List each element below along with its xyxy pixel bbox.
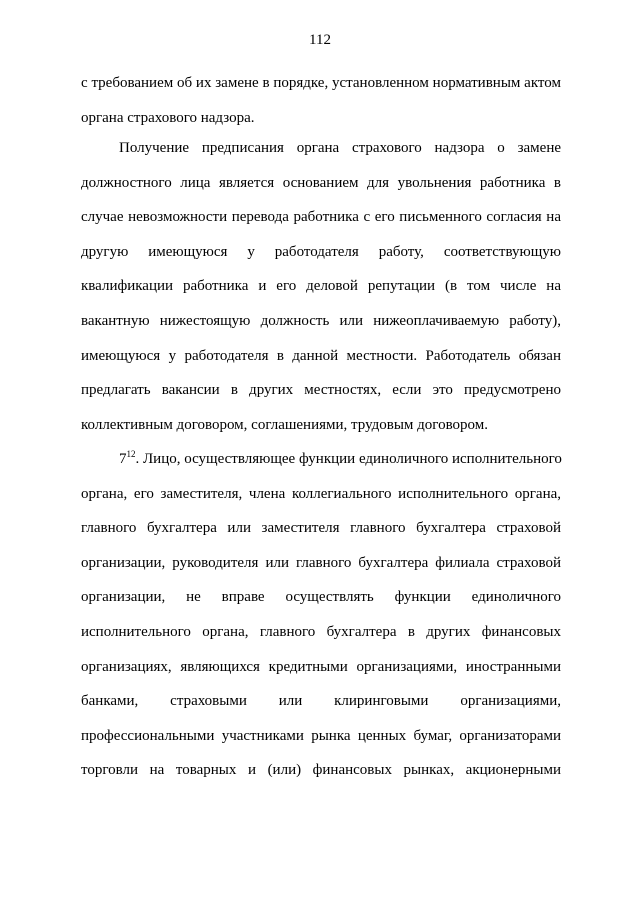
text-line: органа страхового надзора.: [81, 109, 255, 126]
text-line: Получение предписания органа страхового надзора о замене: [119, 140, 561, 156]
text-line: другую имеющуюся у работодателя работу, соответствующую: [81, 243, 561, 260]
text-line: организации, руководителя или главного бухгалтера филиала страховой: [81, 554, 561, 571]
text-line: [81, 442, 561, 477]
text-line: вакантную нижестоящую должность или нижеоплачиваемую работу),: [81, 312, 561, 329]
item-superscript: 12: [126, 449, 136, 459]
text-line: организации, не вправе осуществлять функции единоличного: [81, 589, 561, 606]
paragraph-item-7-12: [81, 442, 561, 788]
item-number: 7: [119, 451, 127, 467]
text-line: коллективным договором, соглашениями, трудовым договором.: [81, 416, 489, 433]
item-first-line-text: . Лицо, осуществляющее функции единоличного исполнительного: [135, 451, 562, 467]
text-line: исполнительного органа, главного бухгалтера в других финансовых: [81, 623, 561, 640]
text-line: случае невозможности перевода работника с его письменного согласия на: [81, 209, 561, 226]
text-line: торговли на товарных и (или) финансовых рынках, акционерными: [81, 762, 561, 779]
paragraph-continuation: [81, 66, 561, 135]
page-number: 112: [309, 32, 331, 48]
text-line: органа, его заместителя, члена коллегиального исполнительного органа,: [81, 485, 561, 502]
text-line: главного бухгалтера или заместителя главного бухгалтера страховой: [81, 520, 561, 537]
paragraph-dismissal: [81, 131, 561, 442]
text-line: банками, страховыми или клиринговыми организациями,: [81, 693, 561, 710]
text-line: квалификации работника и его деловой репутации (в том числе на: [81, 278, 561, 295]
text-line: профессиональными участниками рынка ценных бумаг, организаторами: [81, 727, 561, 744]
text-line: предлагать вакансии в других местностях, если это предусмотрено: [81, 382, 561, 399]
text-line: организациях, являющихся кредитными организациями, иностранными: [81, 658, 561, 675]
text-line: должностного лица является основанием для увольнения работника в: [81, 174, 561, 191]
text-line: имеющуюся у работодателя в данной местности. Работодатель обязан: [81, 347, 561, 364]
text-line: с требованием об их замене в порядке, установленном нормативным актом: [81, 75, 561, 91]
